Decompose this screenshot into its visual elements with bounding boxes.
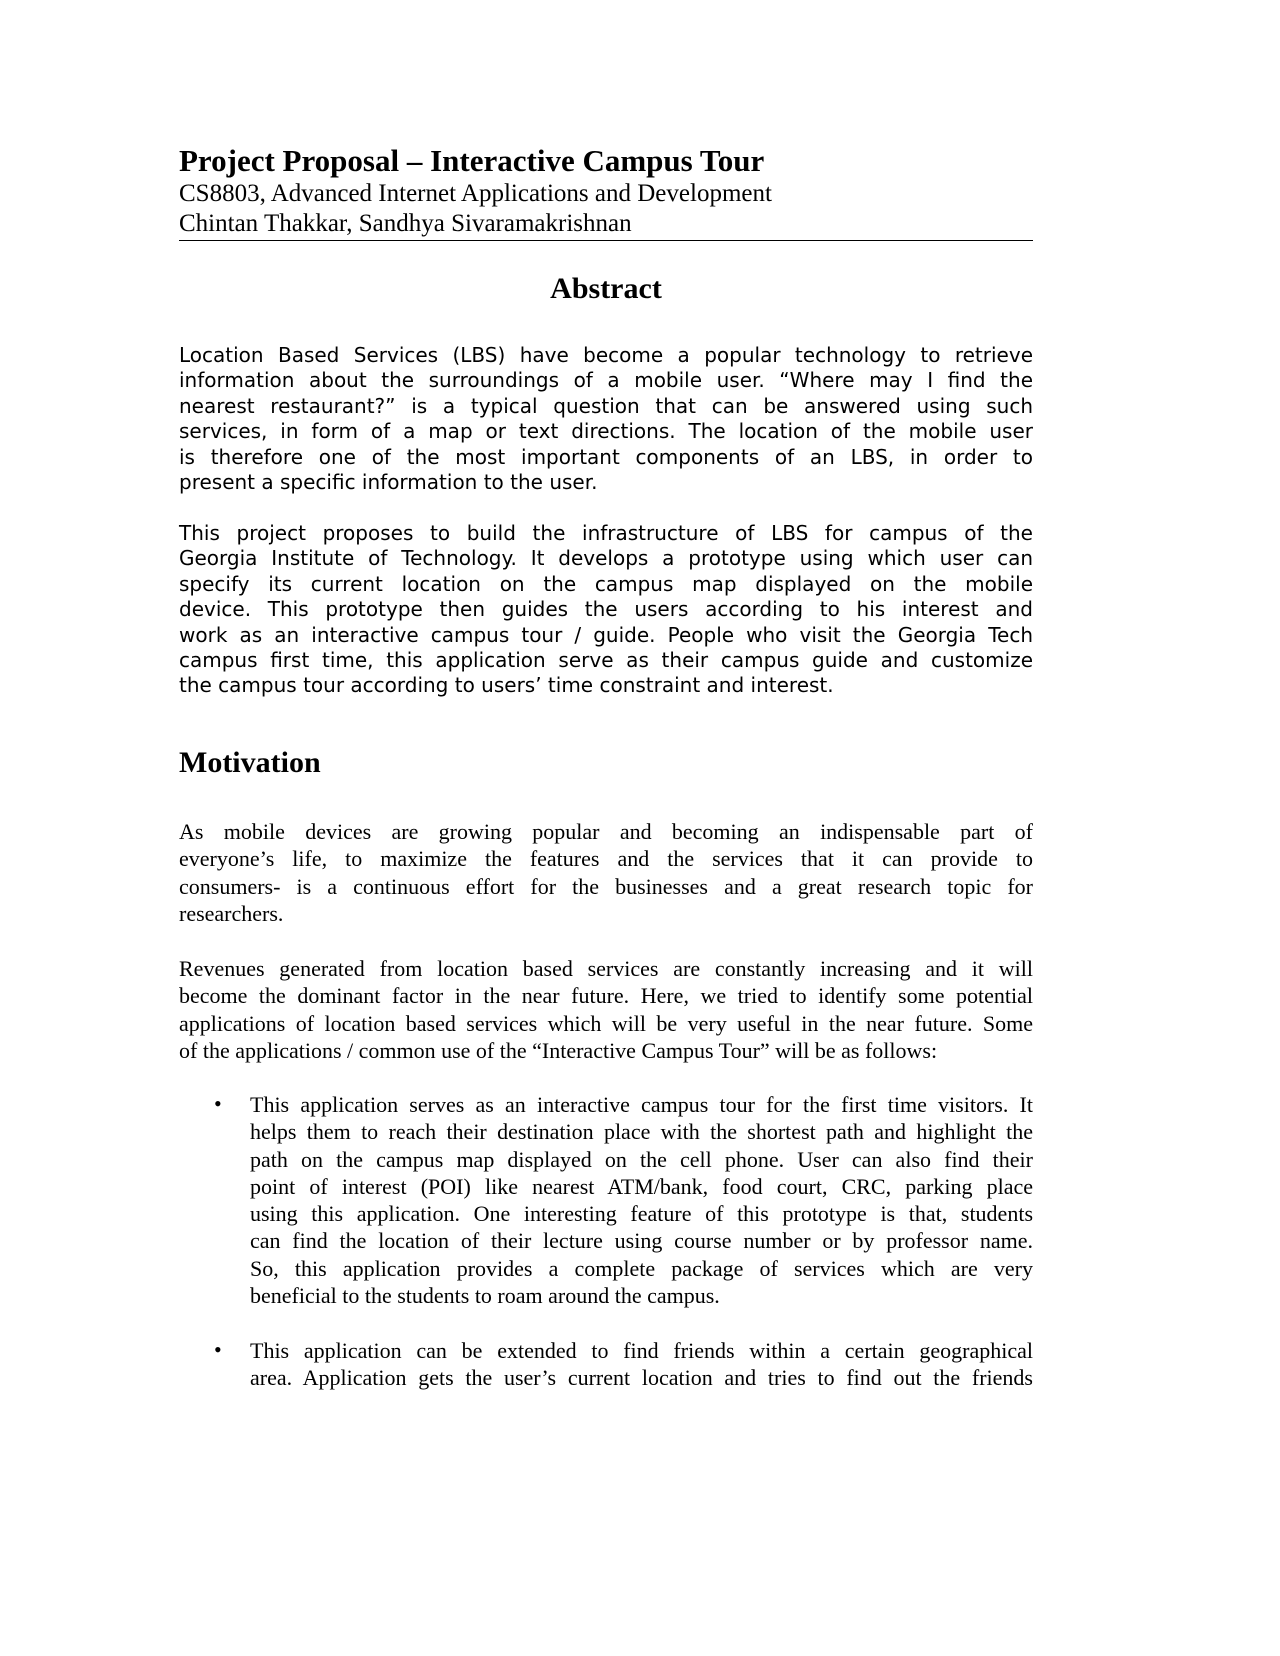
text-line: of the applications / common use of the “Interactive Campus Tour” will be as follows: — [179, 1037, 938, 1063]
text-line: everyone’s life, to maximize the features and the services that it can provide to — [179, 846, 1033, 872]
abstract-heading: Abstract — [550, 272, 662, 305]
text-line: device. This prototype then guides the users according to his interest and — [179, 597, 1033, 622]
motivation-heading: Motivation — [179, 746, 321, 779]
header-rule — [179, 240, 1033, 241]
text-line: using this application. One interesting feature of this prototype is that, students — [250, 1201, 1033, 1227]
text-line: helps them to reach their destination place with the shortest path and highlight the — [250, 1119, 1033, 1145]
text-line: campus first time, this application serve as their campus guide and customize — [179, 648, 1033, 673]
bullet-item-1 — [214, 1091, 1033, 1309]
abstract-paragraph-1 — [179, 343, 1033, 495]
bullet-item-2 — [214, 1337, 1033, 1392]
text-line: Location Based Services (LBS) have become a popular technology to retrieve — [179, 343, 1033, 367]
motivation-paragraph-2 — [179, 955, 1033, 1064]
document-title: Project Proposal – Interactive Campus Tour — [179, 143, 765, 178]
text-line: nearest restaurant?” is a typical question that can be answered using such — [179, 393, 1033, 418]
text-line: area. Application gets the user’s current location and tries to find out the friends — [250, 1365, 1033, 1391]
text-line: consumers- is a continuous effort for the businesses and a great research topic for — [179, 873, 1033, 899]
text-line: So, this application provides a complete package of services which are very — [250, 1255, 1033, 1281]
text-line: This application serves as an interactive campus tour for the first time visitors. It — [250, 1092, 1033, 1117]
text-line: researchers. — [179, 900, 284, 926]
bullet-icon: • — [214, 1091, 222, 1116]
text-line: specify its current location on the campus map displayed on the mobile — [179, 571, 1033, 596]
text-line: As mobile devices are growing popular and becoming an indispensable part of — [179, 819, 1033, 844]
text-line: become the dominant factor in the near future. Here, we tried to identify some potential — [179, 983, 1033, 1009]
text-line: services, in form of a map or text directions. The location of the mobile user — [179, 419, 1033, 444]
text-line: Georgia Institute of Technology. It develops a prototype using which user can — [179, 546, 1033, 571]
text-line: This project proposes to build the infrastructure of LBS for campus of the — [179, 521, 1033, 545]
text-line: present a specific information to the user. — [179, 470, 598, 495]
text-line: beneficial to the students to roam around the campus. — [250, 1283, 720, 1309]
text-line: point of interest (POI) like nearest ATM/bank, food court, CRC, parking place — [250, 1173, 1033, 1199]
text-line: Revenues generated from location based services are constantly increasing and it will — [179, 956, 1033, 981]
motivation-paragraph-1 — [179, 818, 1033, 927]
text-line: can find the location of their lecture using course number or by professor name. — [250, 1228, 1033, 1254]
bullet-icon: • — [214, 1337, 222, 1362]
text-line: is therefore one of the most important components of an LBS, in order to — [179, 444, 1033, 469]
abstract-paragraph-2 — [179, 521, 1033, 699]
course-line: CS8803, Advanced Internet Applications and Development — [179, 180, 772, 207]
document-header — [179, 143, 1033, 239]
authors-line: Chintan Thakkar, Sandhya Sivaramakrishnan — [179, 210, 632, 237]
text-line: applications of location based services which will be very useful in the near future. Some — [179, 1010, 1033, 1036]
text-line: This application can be extended to find friends within a certain geographical — [250, 1338, 1033, 1363]
text-line: information about the surroundings of a mobile user. “Where may I find the — [179, 368, 1033, 393]
text-line: work as an interactive campus tour / guide. People who visit the Georgia Tech — [179, 622, 1033, 647]
text-line: the campus tour according to users’ time constraint and interest. — [179, 673, 834, 698]
text-line: path on the campus map displayed on the cell phone. User can also find their — [250, 1146, 1033, 1172]
